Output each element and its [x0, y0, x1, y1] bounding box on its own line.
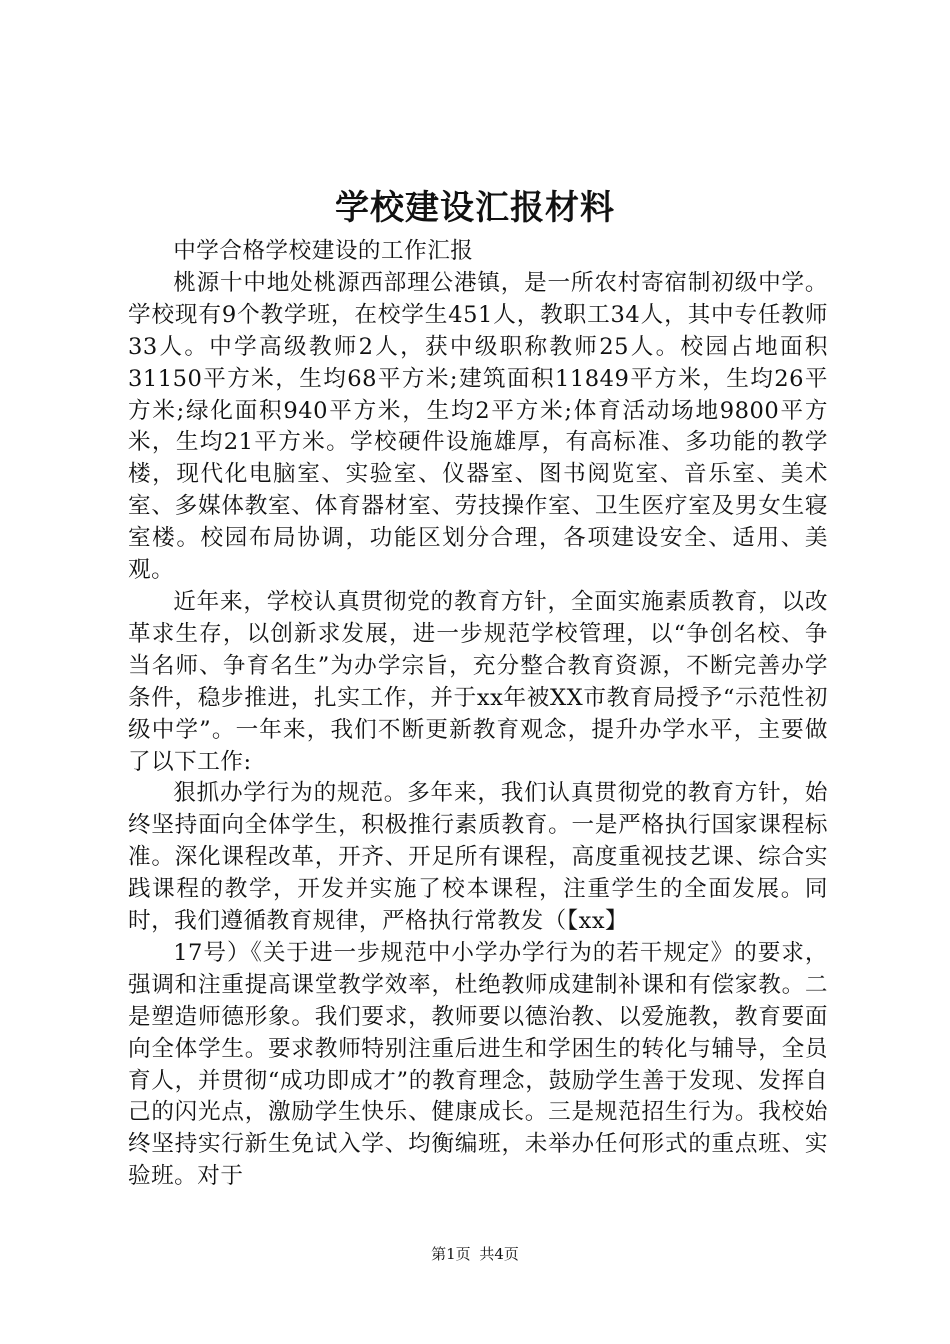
paragraph-school-conduct: 狠抓办学行为的规范。多年来，我们认真贯彻党的教育方针，始终坚持面向全体学生，积极推行素质教育。一是严格执行国家课程标准。深化课程改革，开齐、开足所有课程，高度重视技艺课、综合实践课程的教学，开发并实施了校本课程，注重学生的全面发展。同时，我们遵循教育规律，严格执行常教发（【xx】	[128, 780, 828, 935]
paragraph-regulations: 17号）《关于进一步规范中小学办学行为的若干规定》的要求，强调和注重提高课堂教学效率，杜绝教师成建制补课和有偿家教。二是塑造师德形象。我们要求，教师要以德治教、以爱施教，教育要面向全体学生。要求教师特别注重后进生和学困生的转化与辅导，全员育人，并贯彻“成功即成才”的教育理念，鼓励学生善于发现、发挥自己的闪光点，激励学生快乐、健康成长。三是规范招生行为。我校始终坚持实行新生免试入学、均衡编班，未举办任何形式的重点班、实验班。对于	[128, 939, 828, 1190]
paragraph-school-overview: 桃源十中地处桃源西部理公港镇，是一所农村寄宿制初级中学。学校现有9个教学班，在校学生451人，教职工34人，其中专任教师33人。中学高级教师2人，获中级职称教师25人。校园占地面积31150平方米，生均68平方米;建筑面积11849平方米，生均26平方米;绿化面积940平方米，生均2平方米;体育活动场地9800平方米，生均21平方米。学校硬件设施雄厚，有高标准、多功能的教学楼，现代化电脑室、实验室、仪器室、图书阅览室、音乐室、美术室、多媒体教室、体育器材室、劳技操作室、卫生医疗室及男女生寝室楼。校园布局协调，功能区划分合理，各项建设安全、适用、美观。	[128, 269, 828, 584]
page-total: 共4页	[479, 1245, 519, 1263]
paragraph-recent-years: 近年来，学校认真贯彻党的教育方针，全面实施素质教育，以改革求生存，以创新求发展，进一步规范学校管理，以“争创名校、争当名师、争育名生”为办学宗旨，充分整合教育资源，不断完善办学条件，稳步推进，扎实工作，并于xx年被XX市教育局授予“示范性初级中学”。一年来，我们不断更新教育观念，提升办学水平，主要做了以下工作:	[128, 588, 828, 775]
page-footer	[0, 1244, 950, 1264]
paragraph-subtitle: 中学合格学校建设的工作汇报	[173, 238, 474, 264]
document-body	[128, 236, 828, 1193]
page-number: 第1页	[431, 1245, 471, 1263]
document-title: 学校建设汇报材料	[335, 188, 615, 228]
